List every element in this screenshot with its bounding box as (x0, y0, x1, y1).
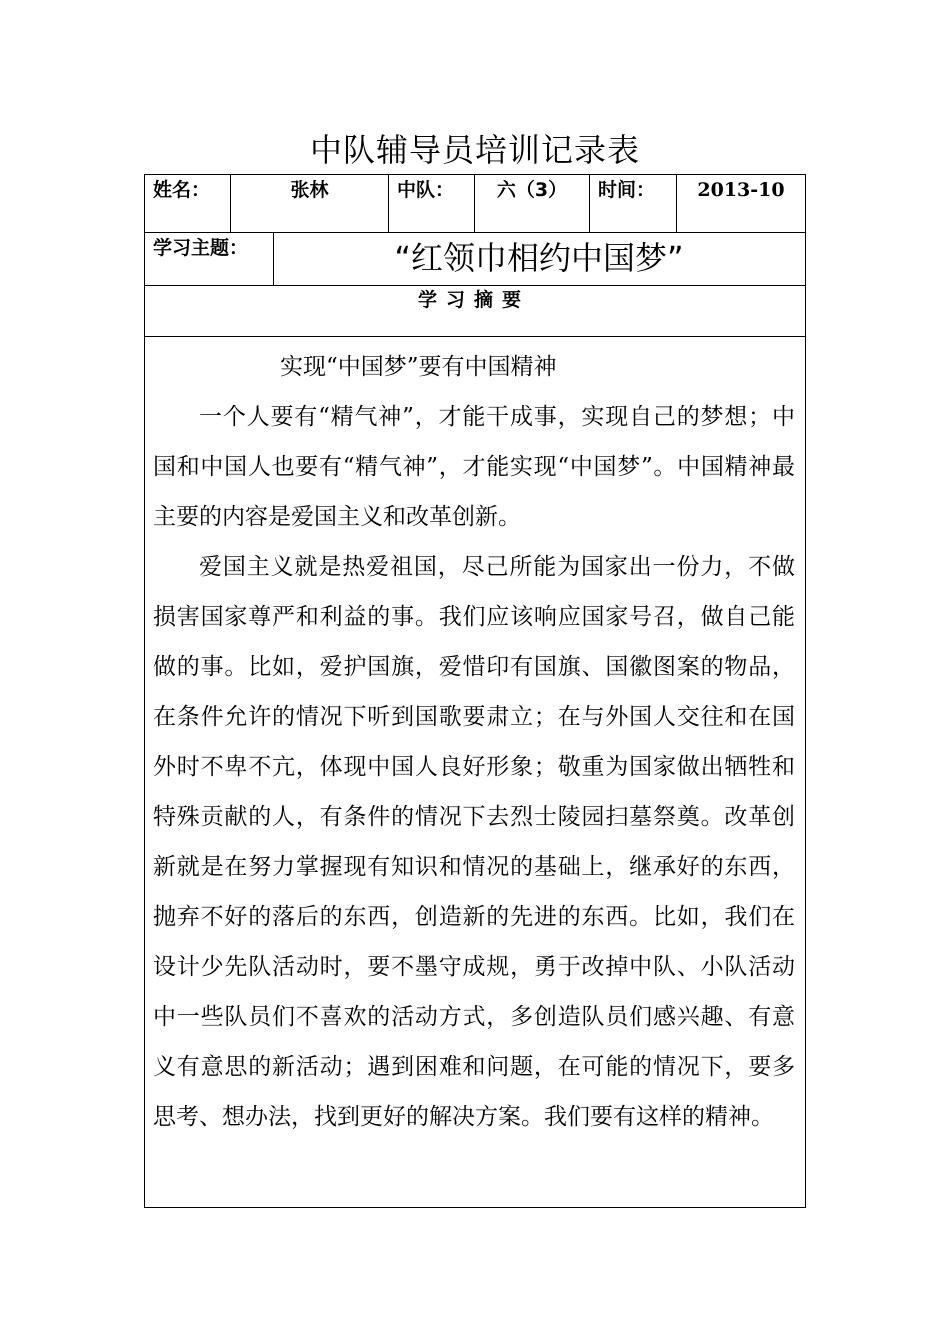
time-value: 2013-10 (697, 179, 785, 201)
squad-label: 中队： (397, 179, 455, 201)
table-border-top (144, 174, 806, 175)
summary-heading: 学习摘要 (417, 289, 530, 311)
table-border-bottom (144, 1207, 806, 1208)
cell-divider-squadvalue (589, 174, 590, 232)
table-row-divider-3 (144, 336, 806, 337)
name-label: 姓名： (153, 179, 211, 201)
document-title: 中队辅导员培训记录表 (309, 131, 640, 169)
summary-content (153, 342, 795, 1142)
content-paragraph-2: 爱国主义就是热爱祖国，尽己所能为国家出一份力，不做损害国家尊严和利益的事。我们应该响应国家号召，做自己能做的事。比如，爱护国旗，爱惜印有国旗、国徽图案的物品，在条件允许的情况下听到国歌要肃立；在与外国人交往和在国外时不卑不亢，体现中国人良好形象；敬重为国家做出牺牲和特殊贡献的人，有条件的情况下去烈士陵园扫墓祭奠。改革创新就是在努力掌握现有知识和情况的基础上，继承好的东西，抛弃不好的落后的东西，创造新的先进的东西。比如，我们在设计少先队活动时，要不墨守成规，勇于改掉中队、小队活动中一些队员们不喜欢的活动方式，多创造队员们感兴趣、有意义有意思的新活动；遇到困难和问题，在可能的情况下，要多思考、想办法，找到更好的解决方案。我们要有这样的精神。 (153, 554, 795, 1130)
name-value: 张林 (290, 179, 329, 201)
cell-divider-namevalue (388, 174, 389, 232)
time-label: 时间： (598, 179, 656, 201)
topic-value: “红领巾相约中国梦” (394, 239, 684, 277)
content-subtitle: 实现“中国梦”要有中国精神 (280, 354, 557, 380)
squad-value: 六（3） (496, 179, 568, 201)
topic-label: 学习主题： (153, 237, 249, 259)
table-border-right (805, 174, 806, 1208)
table-border-left (144, 174, 145, 1208)
content-paragraph-1: 一个人要有“精气神”，才能干成事，实现自己的梦想；中国和中国人也要有“精气神”，才能实现“中国梦”。中国精神最主要的内容是爱国主义和改革创新。 (153, 404, 795, 530)
